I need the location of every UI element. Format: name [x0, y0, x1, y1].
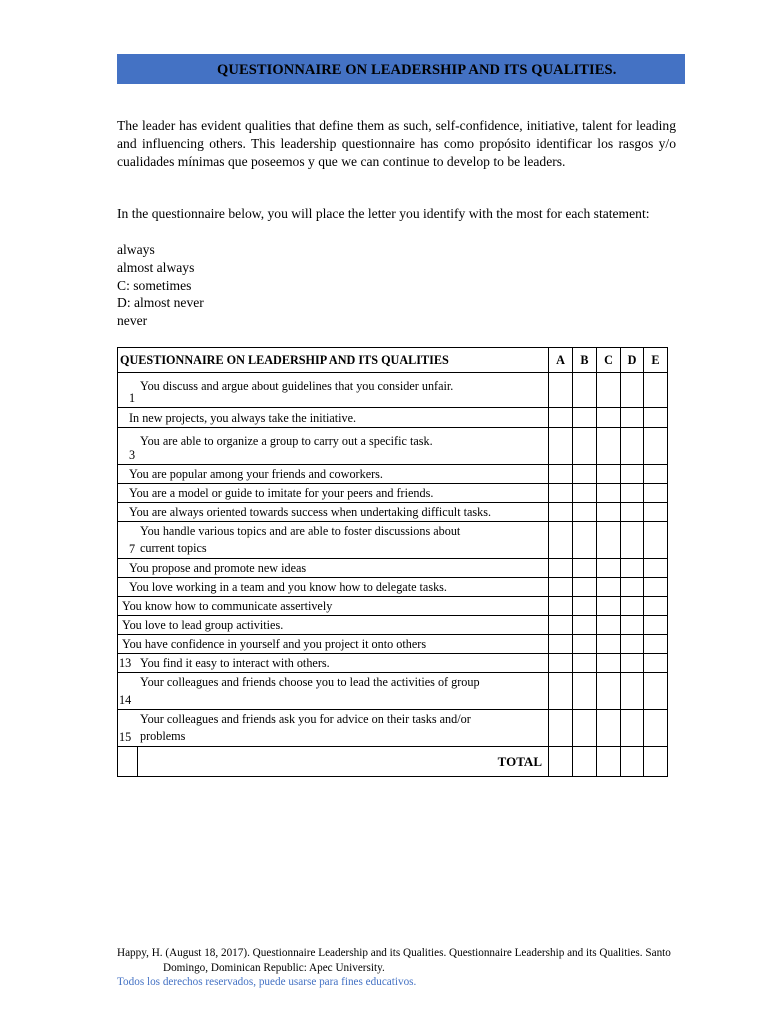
question-cell — [118, 578, 549, 597]
answer-cell-d[interactable] — [621, 578, 644, 597]
option-item: C: sometimes — [117, 277, 192, 293]
question-cell — [118, 484, 549, 503]
answer-cell-d[interactable] — [621, 559, 644, 578]
option-item: always — [117, 242, 155, 257]
answer-cell-e[interactable] — [644, 503, 668, 522]
answer-cell-a[interactable] — [549, 428, 573, 465]
question-text: You have confidence in yourself and you project it onto others — [122, 637, 427, 651]
answer-cell-c[interactable] — [597, 597, 621, 616]
answer-cell-d[interactable] — [621, 484, 644, 503]
rights-text: Todos los derechos reservados, puede usarse para fines educativos. — [117, 976, 417, 988]
answer-cell-d[interactable] — [621, 710, 644, 747]
questionnaire-table — [117, 347, 668, 777]
answer-cell-c[interactable] — [597, 408, 621, 428]
answer-cell-e[interactable] — [644, 522, 668, 559]
question-text: You know how to communicate assertively — [122, 599, 333, 613]
table-row — [118, 484, 668, 503]
answer-cell-c[interactable] — [597, 428, 621, 465]
table-row — [118, 373, 668, 408]
table-row — [118, 465, 668, 484]
answer-cell-a[interactable] — [549, 484, 573, 503]
answer-cell-a[interactable] — [549, 503, 573, 522]
option-item: D: almost never — [117, 295, 204, 311]
total-cell-e[interactable] — [644, 747, 668, 777]
answer-cell-e[interactable] — [644, 428, 668, 465]
question-text: You are popular among your friends and coworkers. — [129, 467, 383, 481]
table-row — [118, 597, 668, 616]
question-cell — [118, 408, 549, 428]
question-number: 14 — [119, 693, 132, 707]
answer-cell-a[interactable] — [549, 373, 573, 408]
answer-cell-d[interactable] — [621, 673, 644, 710]
column-header-d: D — [621, 348, 644, 373]
answer-cell-c[interactable] — [597, 578, 621, 597]
total-cell-a[interactable] — [549, 747, 573, 777]
question-number: 3 — [129, 448, 136, 462]
answer-cell-a[interactable] — [549, 654, 573, 673]
question-number: 15 — [119, 730, 132, 744]
instruction-text: In the questionnaire below, you will place the letter you identify with the most for each statement: — [117, 206, 650, 221]
question-cell — [118, 616, 549, 635]
question-number: 7 — [129, 542, 136, 556]
table-header-title: QUESTIONNAIRE ON LEADERSHIP AND ITS QUALITIES — [118, 348, 549, 373]
question-cell — [118, 710, 549, 747]
answer-cell-b[interactable] — [573, 408, 597, 428]
answer-cell-a[interactable] — [549, 559, 573, 578]
question-cell — [118, 373, 549, 408]
question-text: You discuss and argue about guidelines that you consider unfair. — [140, 379, 454, 393]
answer-cell-e[interactable] — [644, 465, 668, 484]
answer-cell-e[interactable] — [644, 635, 668, 654]
total-row — [118, 747, 668, 777]
answer-cell-d[interactable] — [621, 503, 644, 522]
answer-cell-a[interactable] — [549, 465, 573, 484]
table-row — [118, 559, 668, 578]
option-item: never — [117, 313, 148, 329]
answer-cell-b[interactable] — [573, 559, 597, 578]
answer-cell-c[interactable] — [597, 465, 621, 484]
question-cell — [118, 465, 549, 484]
total-label: TOTAL — [138, 747, 549, 777]
answer-cell-e[interactable] — [644, 373, 668, 408]
answer-cell-c[interactable] — [597, 373, 621, 408]
table-row — [118, 408, 668, 428]
answer-cell-c[interactable] — [597, 616, 621, 635]
answer-cell-b[interactable] — [573, 710, 597, 747]
question-number: 13 — [119, 656, 132, 670]
answer-cell-c[interactable] — [597, 673, 621, 710]
footer — [117, 946, 677, 990]
question-text: Your colleagues and friends choose you to lead the activities of group — [140, 675, 480, 689]
answer-cell-d[interactable] — [621, 522, 644, 559]
answer-cell-b[interactable] — [573, 522, 597, 559]
answer-cell-c[interactable] — [597, 710, 621, 747]
answer-cell-b[interactable] — [573, 616, 597, 635]
table-row — [118, 635, 668, 654]
citation-text: Happy, H. (August 18, 2017). Questionnaire Leadership and its Qualities. Questionnaire Leadership and its Qualities. Santo Domingo, Dominican Republic: Apec University. — [117, 947, 671, 974]
answer-cell-d[interactable] — [621, 408, 644, 428]
question-number: 1 — [129, 391, 136, 405]
answer-cell-c[interactable] — [597, 503, 621, 522]
table-header-row — [118, 348, 668, 373]
answer-cell-a[interactable] — [549, 597, 573, 616]
answer-cell-b[interactable] — [573, 578, 597, 597]
table-row — [118, 673, 668, 710]
answer-cell-a[interactable] — [549, 522, 573, 559]
answer-cell-a[interactable] — [549, 408, 573, 428]
question-cell — [118, 654, 549, 673]
question-text: You love working in a team and you know how to delegate tasks. — [129, 580, 447, 594]
page-title: QUESTIONNAIRE ON LEADERSHIP AND ITS QUALITIES. — [217, 62, 617, 78]
answer-cell-a[interactable] — [549, 616, 573, 635]
answer-cell-e[interactable] — [644, 654, 668, 673]
answer-cell-c[interactable] — [597, 559, 621, 578]
answer-cell-c[interactable] — [597, 484, 621, 503]
answer-cell-e[interactable] — [644, 578, 668, 597]
answer-cell-d[interactable] — [621, 635, 644, 654]
question-cell — [118, 597, 549, 616]
answer-options-list — [117, 241, 204, 330]
table-row — [118, 503, 668, 522]
total-cell-c[interactable] — [597, 747, 621, 777]
answer-cell-e[interactable] — [644, 710, 668, 747]
table-row — [118, 522, 668, 559]
answer-cell-e[interactable] — [644, 484, 668, 503]
answer-cell-b[interactable] — [573, 635, 597, 654]
question-cell — [118, 522, 549, 559]
total-cell-d[interactable] — [621, 747, 644, 777]
answer-cell-c[interactable] — [597, 654, 621, 673]
question-text: You propose and promote new ideas — [129, 561, 307, 575]
answer-cell-e[interactable] — [644, 597, 668, 616]
answer-cell-b[interactable] — [573, 373, 597, 408]
total-cell-b[interactable] — [573, 747, 597, 777]
table-row — [118, 654, 668, 673]
column-header-b: B — [573, 348, 597, 373]
answer-cell-c[interactable] — [597, 635, 621, 654]
question-text: You find it easy to interact with others. — [140, 656, 330, 670]
question-cell — [118, 503, 549, 522]
question-text: You love to lead group activities. — [122, 618, 284, 632]
answer-cell-e[interactable] — [644, 408, 668, 428]
answer-cell-b[interactable] — [573, 465, 597, 484]
answer-cell-a[interactable] — [549, 578, 573, 597]
answer-cell-d[interactable] — [621, 654, 644, 673]
question-text: You are able to organize a group to carry out a specific task. — [140, 434, 433, 448]
answer-cell-d[interactable] — [621, 428, 644, 465]
answer-cell-b[interactable] — [573, 428, 597, 465]
answer-cell-a[interactable] — [549, 673, 573, 710]
column-header-a: A — [549, 348, 573, 373]
answer-cell-c[interactable] — [597, 522, 621, 559]
answer-cell-e[interactable] — [644, 559, 668, 578]
question-cell — [118, 559, 549, 578]
answer-cell-a[interactable] — [549, 710, 573, 747]
question-cell — [118, 673, 549, 710]
column-header-e: E — [644, 348, 668, 373]
answer-cell-d[interactable] — [621, 616, 644, 635]
question-cell — [118, 635, 549, 654]
answer-cell-b[interactable] — [573, 654, 597, 673]
question-text: You are a model or guide to imitate for your peers and friends. — [129, 486, 434, 500]
question-text: You are always oriented towards success when undertaking difficult tasks. — [129, 505, 492, 519]
question-text: You handle various topics and are able to foster discussions about current topics — [140, 524, 461, 555]
question-text: Your colleagues and friends ask you for advice on their tasks and/or problems — [140, 712, 471, 743]
answer-cell-d[interactable] — [621, 465, 644, 484]
table-row — [118, 616, 668, 635]
table-row — [118, 428, 668, 465]
table-row — [118, 578, 668, 597]
table-row — [118, 710, 668, 747]
answer-cell-e[interactable] — [644, 616, 668, 635]
intro-paragraph: The leader has evident qualities that define them as such, self-confidence, initiative, talent for leading and influencing others. This leadership questionnaire has como propósito identificar los rasgos y/o cualidades mínimas que poseemos y que we can continue to develop to be leaders. — [117, 118, 676, 169]
answer-cell-d[interactable] — [621, 597, 644, 616]
option-item: almost always — [117, 259, 195, 275]
answer-cell-b[interactable] — [573, 673, 597, 710]
answer-cell-a[interactable] — [549, 635, 573, 654]
answer-cell-e[interactable] — [644, 673, 668, 710]
answer-cell-d[interactable] — [621, 373, 644, 408]
answer-cell-b[interactable] — [573, 597, 597, 616]
answer-cell-b[interactable] — [573, 484, 597, 503]
answer-cell-b[interactable] — [573, 503, 597, 522]
question-text: In new projects, you always take the initiative. — [129, 411, 357, 425]
total-empty-cell — [118, 747, 138, 777]
column-header-c: C — [597, 348, 621, 373]
question-cell — [118, 428, 549, 465]
